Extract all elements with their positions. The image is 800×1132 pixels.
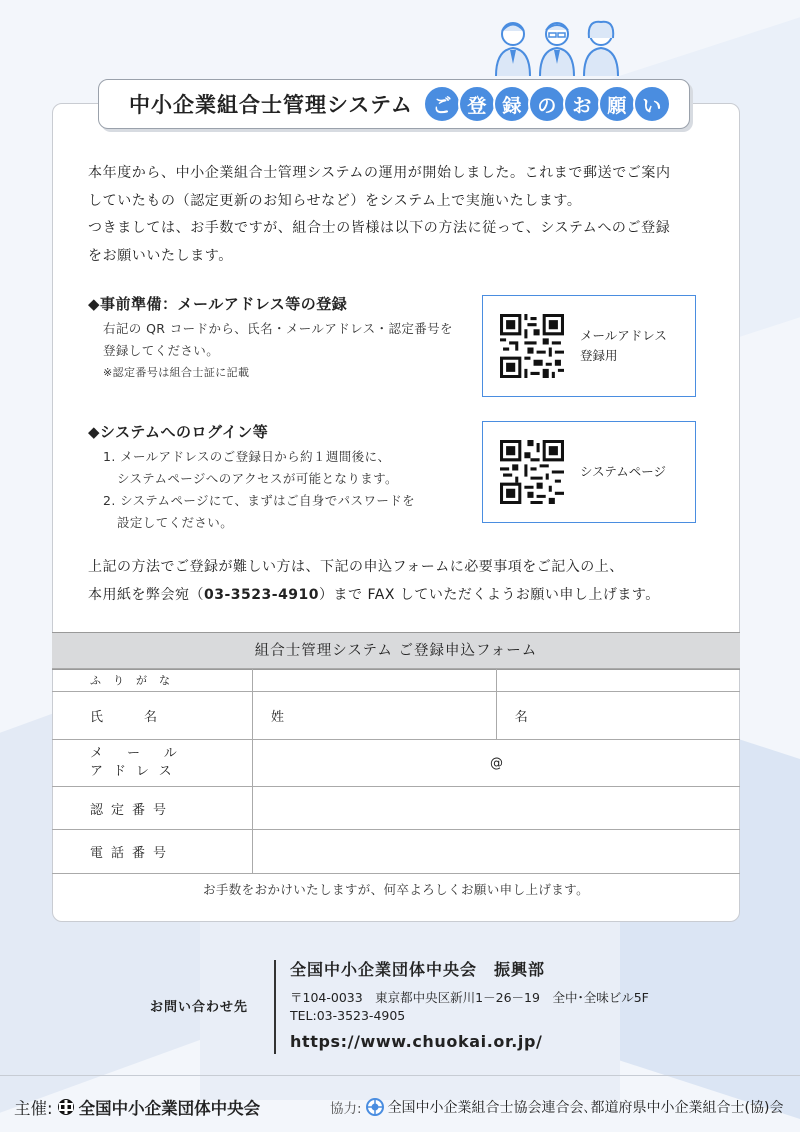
title-banner [98, 79, 690, 129]
title-pill: 登 [458, 85, 496, 123]
association-logo-icon [366, 1098, 384, 1116]
contact-label: お問い合わせ先 [150, 1000, 249, 1015]
contact-url-link[interactable]: https://www.chuokai.or.jp/ [290, 1032, 543, 1051]
title-pill: の [528, 85, 566, 123]
closing-paragraph [88, 553, 728, 609]
footer-divider [0, 1075, 800, 1076]
registration-form [52, 668, 740, 874]
intro-line: をお願いいたします。 [88, 247, 233, 264]
person-icon [538, 18, 576, 76]
contact-divider [274, 960, 276, 1054]
section2-heading: ◆システムへのログイン等 [88, 423, 269, 441]
email-label: メール アドレス [52, 740, 253, 787]
coop-name: 全国中小企業組合士協会連合会､都道府県中小企業組合士(協)会 [387, 1100, 784, 1116]
cert-number-label: 認定番号 [52, 787, 253, 830]
sponsor-name: 全国中小企業団体中央会 [78, 1099, 261, 1118]
section2-line: 2. システムページにて、まずはご自身でパスワードを [103, 493, 416, 508]
form-row-email [52, 740, 740, 787]
chuokai-logo-icon [57, 1098, 75, 1116]
section1-note: ※認定番号は組合士証に記載 [103, 366, 250, 379]
intro-line: つきましては、お手数ですが、組合士の皆様は以下の方法に従って、システムへのご登録 [88, 220, 671, 236]
contact-org: 全国中小企業団体中央会 振興部 [290, 960, 546, 979]
furigana-label: ふりがな [52, 669, 253, 692]
name-label: 氏 名 [52, 692, 253, 740]
form-row-name [52, 692, 740, 740]
furigana-given-field[interactable] [496, 669, 740, 692]
qr-code-icon[interactable] [500, 440, 564, 504]
title-pill: 願 [598, 85, 636, 123]
title-pills [423, 85, 668, 123]
closing-line: 上記の方法でご登録が難しい方は、下記の申込フォームに必要事項をご記入の上、 [88, 559, 624, 575]
surname-label: 姓 [271, 710, 285, 725]
phone-field[interactable] [253, 830, 741, 874]
person-icon [582, 18, 620, 76]
form-title: 組合士管理システム ご登録申込フォーム [52, 632, 740, 670]
form-row-cert [52, 787, 740, 830]
section2-line: 設定してください。 [117, 515, 234, 530]
page-title: 中小企業組合士管理システム [129, 93, 413, 117]
qr-code-icon[interactable] [500, 314, 564, 378]
section1-line: 右記の QR コードから、氏名・メールアドレス・認定番号を [103, 321, 453, 336]
title-pill: 録 [493, 85, 531, 123]
section2-body [103, 446, 415, 534]
sponsor-label: 主催: [14, 1099, 53, 1118]
contact-tel: TEL:03-3523-4905 [290, 1008, 406, 1023]
given-name-field[interactable] [496, 692, 740, 740]
title-pill: お [563, 85, 601, 123]
qr-label: システムページ [580, 464, 667, 479]
title-pill: い [633, 85, 671, 123]
cert-number-field[interactable] [253, 787, 741, 830]
section1-line: 登録してください。 [103, 343, 220, 358]
section1-heading: ◆事前準備：メールアドレス等の登録 [88, 295, 348, 313]
section2-line: システムページへのアクセスが可能となります。 [117, 471, 398, 486]
contact-address: 〒104-0033 東京都中央区新川1－26－19 全中･全味ビル5F [290, 990, 649, 1005]
sponsor [14, 1095, 260, 1119]
qr-box-system-page[interactable] [482, 421, 696, 523]
form-footnote: お手数をおかけいたしますが、何卒よろしくお願い申し上げます。 [202, 882, 589, 897]
section1-body [103, 318, 453, 384]
qr-box-mail-registration[interactable] [482, 295, 696, 397]
surname-field[interactable] [253, 692, 497, 740]
furigana-surname-field[interactable] [253, 669, 497, 692]
intro-line: 本年度から、中小企業組合士管理システムの運用が開始しました。これまで郵送でご案内 [88, 165, 671, 181]
closing-line: 本用紙を弊会宛（03-3523-4910）まで FAX していただくようお願い申し上げます。 [88, 587, 660, 603]
phone-label: 電話番号 [52, 830, 253, 874]
section2-line: 1. メールアドレスのご登録日から約１週間後に、 [103, 449, 391, 464]
form-row-phone [52, 830, 740, 874]
person-icon [494, 18, 532, 76]
cooperation [330, 1097, 784, 1117]
form-row-furigana [52, 669, 740, 692]
qr-label: メールアドレス 登録用 [580, 328, 667, 363]
coop-label: 協力: [330, 1101, 362, 1117]
fax-number: 03-3523-4910 [204, 587, 320, 603]
intro-line: していたもの（認定更新のお知らせなど）をシステム上で実施いたします。 [88, 192, 582, 209]
at-sign: @ [490, 755, 503, 771]
staff-illustration [494, 18, 620, 76]
title-pill: ご [423, 85, 461, 123]
email-field[interactable] [253, 740, 741, 787]
intro-paragraph [88, 160, 718, 270]
given-name-label: 名 [514, 710, 528, 725]
